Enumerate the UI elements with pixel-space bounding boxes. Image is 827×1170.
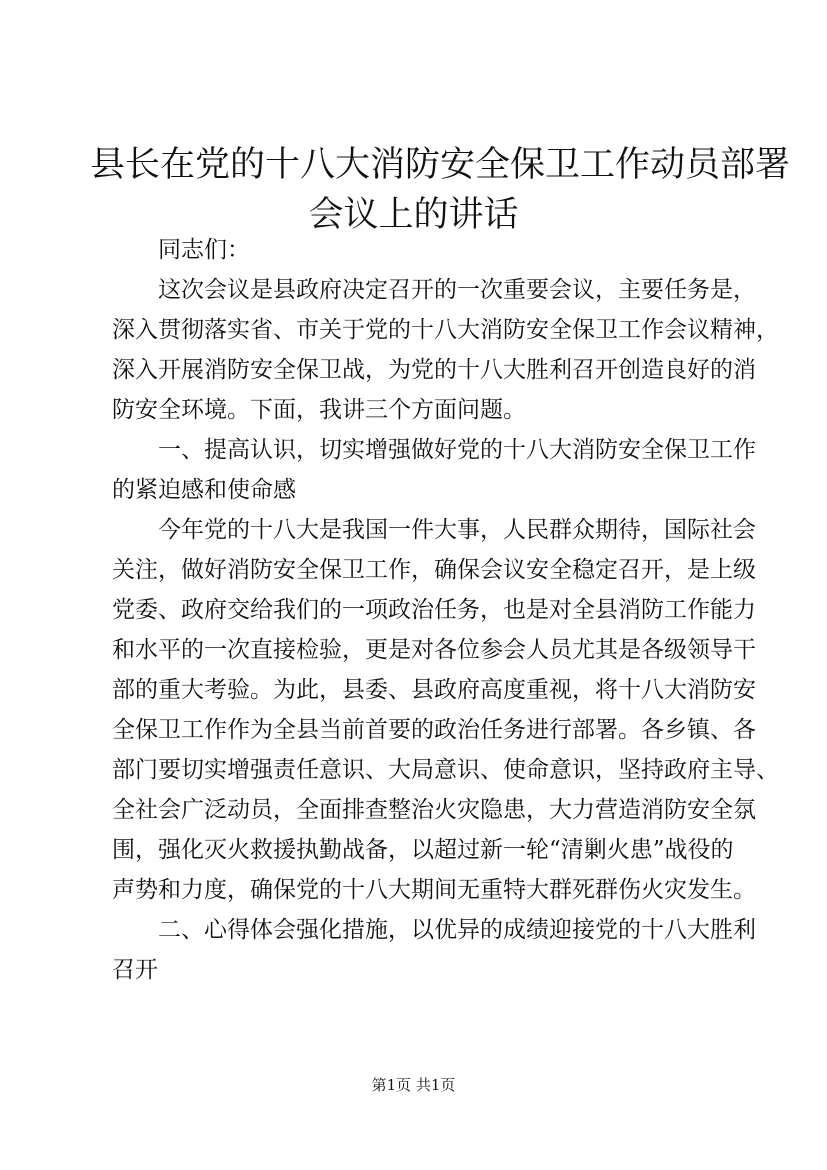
- text-line: 的紧迫感和使命感: [112, 477, 296, 503]
- text-line: 关注，做好消防安全保卫工作，确保会议安全稳定召开，是上级: [112, 557, 756, 583]
- text-line: 全保卫工作作为全县当前首要的政治任务进行部署。各乡镇、各: [112, 717, 756, 743]
- text-line: 召开: [112, 957, 158, 983]
- text-line: 和水平的一次直接检验，更是对各位参会人员尤其是各级领导干: [112, 637, 756, 663]
- text-line: 全社会广泛动员，全面排查整治火灾隐患，大力营造消防安全氛: [112, 797, 756, 823]
- title-line-2: 会议上的讲话: [308, 195, 519, 235]
- text-line: 一、提高认识，切实增强做好党的十八大消防安全保卫工作: [158, 437, 756, 463]
- text-line: 围，强化灭火救援执勤战备，以超过新一轮“清剿火患”战役的: [112, 837, 734, 863]
- page-footer: 第1页 共1页: [371, 1076, 456, 1094]
- text-line: 部门要切实增强责任意识、大局意识、使命意识，坚持政府主导、: [112, 757, 779, 783]
- title-line-1: 县长在党的十八大消防安全保卫工作动员部署: [90, 145, 791, 185]
- text-line: 同志们：: [158, 237, 250, 263]
- text-line: 深入贯彻落实省、市关于党的十八大消防安全保卫工作会议精神，: [112, 317, 779, 343]
- text-line: 今年党的十八大是我国一件大事，人民群众期待，国际社会: [158, 517, 756, 543]
- text-line: 防安全环境。下面，我讲三个方面问题。: [112, 397, 526, 423]
- text-line: 这次会议是县政府决定召开的一次重要会议，主要任务是，: [158, 277, 756, 303]
- document-title: [90, 140, 791, 240]
- text-line: 二、心得体会强化措施，以优异的成绩迎接党的十八大胜利: [158, 917, 756, 943]
- text-line: 深入开展消防安全保卫战，为党的十八大胜利召开创造良好的消: [112, 357, 756, 383]
- text-line: 部的重大考验。为此，县委、县政府高度重视，将十八大消防安: [112, 677, 756, 703]
- text-line: 党委、政府交给我们的一项政治任务，也是对全县消防工作能力: [112, 597, 756, 623]
- document-body: [112, 230, 779, 990]
- text-line: 声势和力度，确保党的十八大期间无重特大群死群伤火灾发生。: [112, 877, 756, 903]
